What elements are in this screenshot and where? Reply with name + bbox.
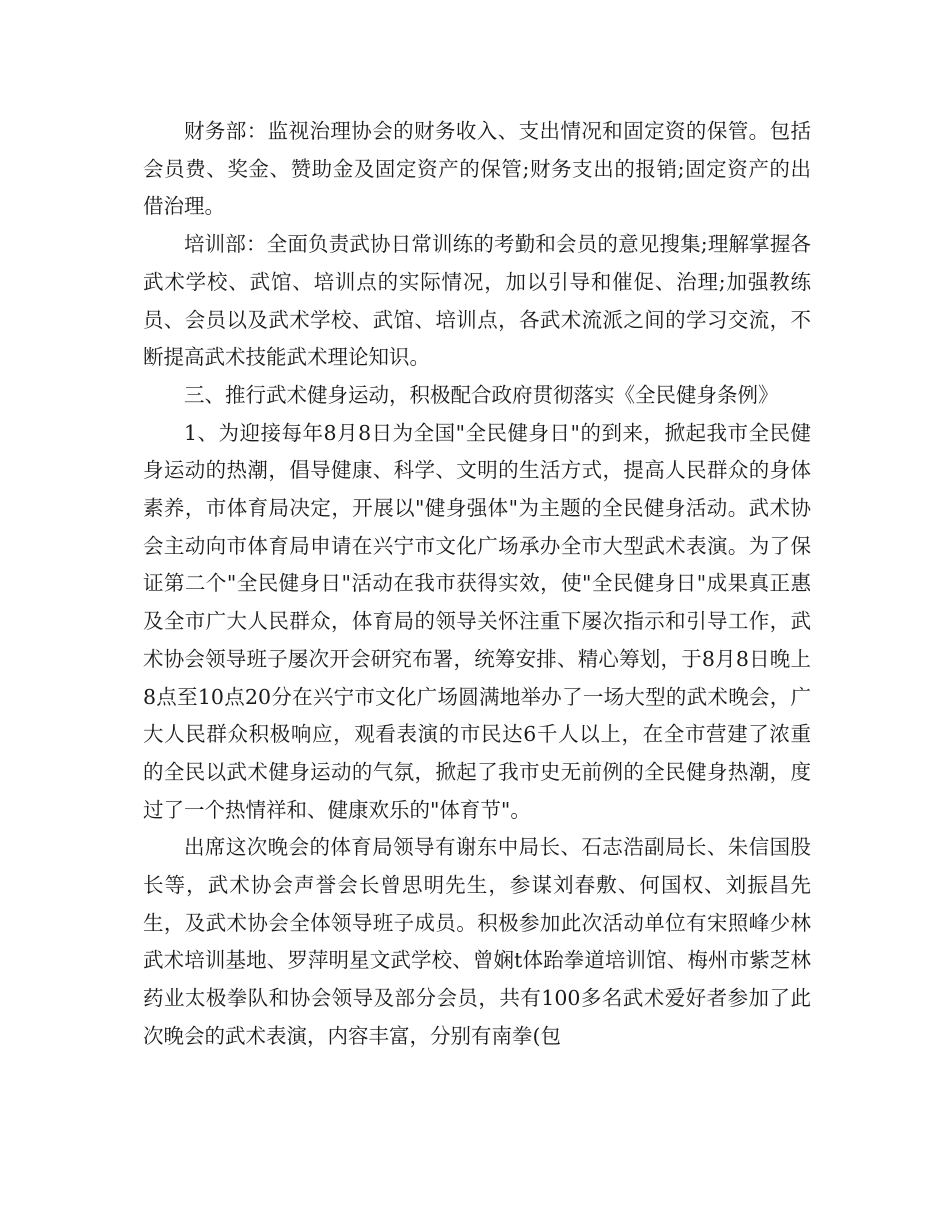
paragraph-training-dept: 培训部：全面负责武协日常训练的考勤和会员的意见搜集;理解掌握各武术学校、武馆、培训点的实际情况，加以引导和催促、治理;加强教练员、会员以及武术学校、武馆、培训点，各武术流派之间的学习交流，不断提高武术技能武术理论知识。 [143, 232, 811, 370]
paragraph-finance-dept: 财务部：监视治理协会的财务收入、支出情况和固定资的保管。包括会员费、奖金、赞助金及固定资产的保管;财务支出的报销;固定资产的出借治理。 [143, 119, 811, 219]
paragraph-fitness-day: 1、为迎接每年8月8日为全国"全民健身日"的到来，掀起我市全民健身运动的热潮，倡导健康、科学、文明的生活方式，提高人民群众的身体素养，市体育局决定，开展以"健身强体"为主题的全民健身活动。武术协会主动向市体育局申请在兴宁市文化广场承办全市大型武术表演。为了保证第二个"全民健身日"活动在我市获得实效，使"全民健身日"成果真正惠及全市广大人民群众，体育局的领导关怀注重下屡次指示和引导工作，武术协会领导班子屡次开会研究布署，统筹安排、精心筹划，于8月8日晚上8点至10点20分在兴宁市文化广场圆满地举办了一场大型的武术晚会，广大人民群众积极响应，观看表演的市民达6千人以上，在全市营建了浓重的全民以武术健身运动的气氛，掀起了我市史无前例的全民健身热潮，度过了一个热情祥和、健康欢乐的"体育节"。 [143, 420, 811, 822]
document-body [143, 113, 811, 1056]
section-heading-3: 三、推行武术健身运动，积极配合政府贯彻落实《全民健身条例》 [184, 382, 779, 407]
paragraph-attendees: 出席这次晚会的体育局领导有谢东中局长、石志浩副局长、朱信国股长等，武术协会声誉会长曾思明先生，参谋刘春敷、何国权、刘振昌先生，及武术协会全体领导班子成员。积极参加此次活动单位有宋照峰少林武术培训基地、罗萍明星文武学校、曾娴t体跆拳道培训馆、梅州市紫芝林药业太极拳队和协会领导及部分会员，共有100多名武术爱好者参加了此次晚会的武术表演，内容丰富，分别有南拳(包 [143, 835, 811, 1048]
